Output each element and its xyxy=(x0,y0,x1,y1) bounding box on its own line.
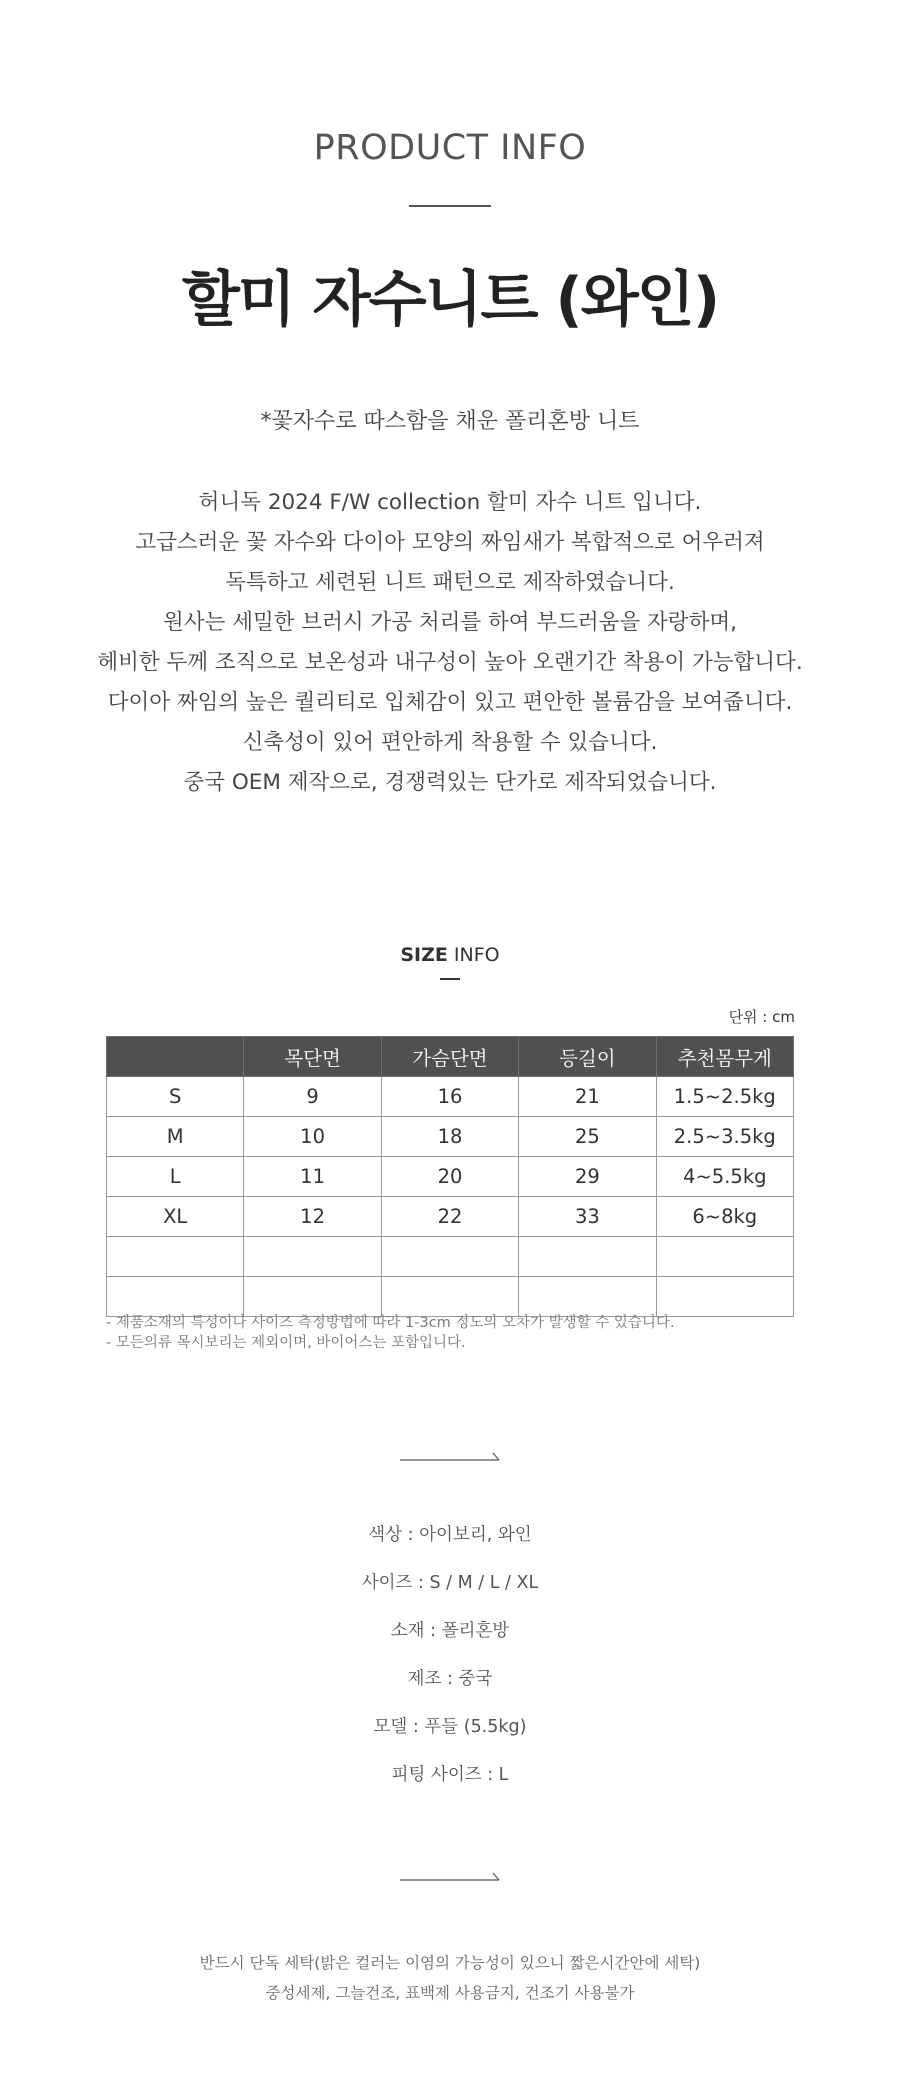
table-row xyxy=(107,1237,794,1277)
table-cell: 21 xyxy=(519,1077,656,1117)
table-header-row xyxy=(107,1037,794,1077)
product-description xyxy=(0,483,900,803)
table-cell: 10 xyxy=(244,1117,381,1157)
table-cell: XL xyxy=(107,1197,244,1237)
size-note: - 제품소재의 특성이나 사이즈 측정방법에 따라 1-3cm 정도의 오차가 발생할 수 있습니다. xyxy=(106,1315,675,1331)
table-cell xyxy=(107,1277,244,1317)
table-cell: 6~8kg xyxy=(656,1197,793,1237)
size-table xyxy=(106,1036,794,1317)
table-cell xyxy=(107,1237,244,1277)
table-cell: 29 xyxy=(519,1157,656,1197)
table-cell: 11 xyxy=(244,1157,381,1197)
spec-material: 소재 : 폴리혼방 xyxy=(390,1621,510,1641)
size-info-title xyxy=(0,944,900,966)
table-cell xyxy=(656,1277,793,1317)
table-cell xyxy=(244,1277,381,1317)
table-cell: 16 xyxy=(381,1077,518,1117)
table-cell: M xyxy=(107,1117,244,1157)
size-info-title-rest: INFO xyxy=(447,944,500,966)
unit-label: 단위 : cm xyxy=(728,1008,795,1026)
table-header-cell: 등길이 xyxy=(519,1037,656,1077)
description-line: 헤비한 두께 조직으로 보온성과 내구성이 높아 오랜기간 착용이 가능합니다. xyxy=(97,650,803,675)
table-cell: 12 xyxy=(244,1197,381,1237)
table-cell: 1.5~2.5kg xyxy=(656,1077,793,1117)
section-title: PRODUCT INFO xyxy=(313,128,587,168)
table-cell: 33 xyxy=(519,1197,656,1237)
table-cell xyxy=(519,1277,656,1317)
table-cell xyxy=(381,1277,518,1317)
care-line: 중성세제, 그늘건조, 표백제 사용금지, 건조기 사용불가 xyxy=(265,1984,635,2002)
table-row xyxy=(107,1077,794,1117)
table-header-cell: 추천몸무게 xyxy=(656,1037,793,1077)
table-cell: L xyxy=(107,1157,244,1197)
table-cell: 25 xyxy=(519,1117,656,1157)
care-instructions xyxy=(0,1948,900,2008)
description-line: 독특하고 세련된 니트 패턴으로 제작하였습니다. xyxy=(225,570,675,595)
table-cell xyxy=(381,1237,518,1277)
table-row xyxy=(107,1117,794,1157)
description-line: 허니독 2024 F/W collection 할미 자수 니트 입니다. xyxy=(198,490,702,515)
product-name: 할미 자수니트 (와인) xyxy=(181,265,719,335)
size-info-underline xyxy=(440,978,460,980)
table-cell: 20 xyxy=(381,1157,518,1197)
table-cell: 2.5~3.5kg xyxy=(656,1117,793,1157)
table-row xyxy=(107,1197,794,1237)
table-cell xyxy=(656,1237,793,1277)
title-underline xyxy=(409,205,491,207)
product-specs xyxy=(0,1518,900,1806)
arrow-right-icon xyxy=(400,1449,500,1463)
size-notes xyxy=(106,1313,675,1353)
description-line: 고급스러운 꽃 자수와 다이아 모양의 짜임새가 복합적으로 어우러져 xyxy=(135,530,765,555)
table-cell: 22 xyxy=(381,1197,518,1237)
size-info-title-bold: SIZE xyxy=(400,944,448,966)
description-line: 신축성이 있어 편안하게 착용할 수 있습니다. xyxy=(242,730,658,755)
spec-origin: 제조 : 중국 xyxy=(407,1669,493,1689)
table-cell: 18 xyxy=(381,1117,518,1157)
description-line: 다이아 짜임의 높은 퀄리티로 입체감이 있고 편안한 볼륨감을 보여줍니다. xyxy=(107,690,793,715)
table-header-cell: 목단면 xyxy=(244,1037,381,1077)
size-note: - 모든의류 목시보리는 제외이며, 바이어스는 포함입니다. xyxy=(106,1335,466,1351)
arrow-right-icon xyxy=(400,1869,500,1883)
description-line: 원사는 세밀한 브러시 가공 처리를 하여 부드러움을 자랑하며, xyxy=(163,610,737,635)
spec-fitting-size: 피팅 사이즈 : L xyxy=(391,1765,509,1785)
spec-size: 사이즈 : S / M / L / XL xyxy=(361,1573,539,1593)
table-cell: 9 xyxy=(244,1077,381,1117)
table-header-cell xyxy=(107,1037,244,1077)
table-cell xyxy=(519,1237,656,1277)
table-cell: 4~5.5kg xyxy=(656,1157,793,1197)
table-row xyxy=(107,1277,794,1317)
table-cell xyxy=(244,1237,381,1277)
table-header-cell: 가슴단면 xyxy=(381,1037,518,1077)
table-row xyxy=(107,1157,794,1197)
table-cell: S xyxy=(107,1077,244,1117)
description-line: 중국 OEM 제작으로, 경쟁력있는 단가로 제작되었습니다. xyxy=(183,770,717,795)
product-tagline: *꽃자수로 따스함을 채운 폴리혼방 니트 xyxy=(260,409,640,434)
spec-model: 모델 : 푸들 (5.5kg) xyxy=(373,1717,527,1737)
care-line: 반드시 단독 세탁(밝은 컬러는 이염의 가능성이 있으니 짧은시간안에 세탁) xyxy=(199,1954,701,1972)
spec-color: 색상 : 아이보리, 와인 xyxy=(368,1525,532,1545)
